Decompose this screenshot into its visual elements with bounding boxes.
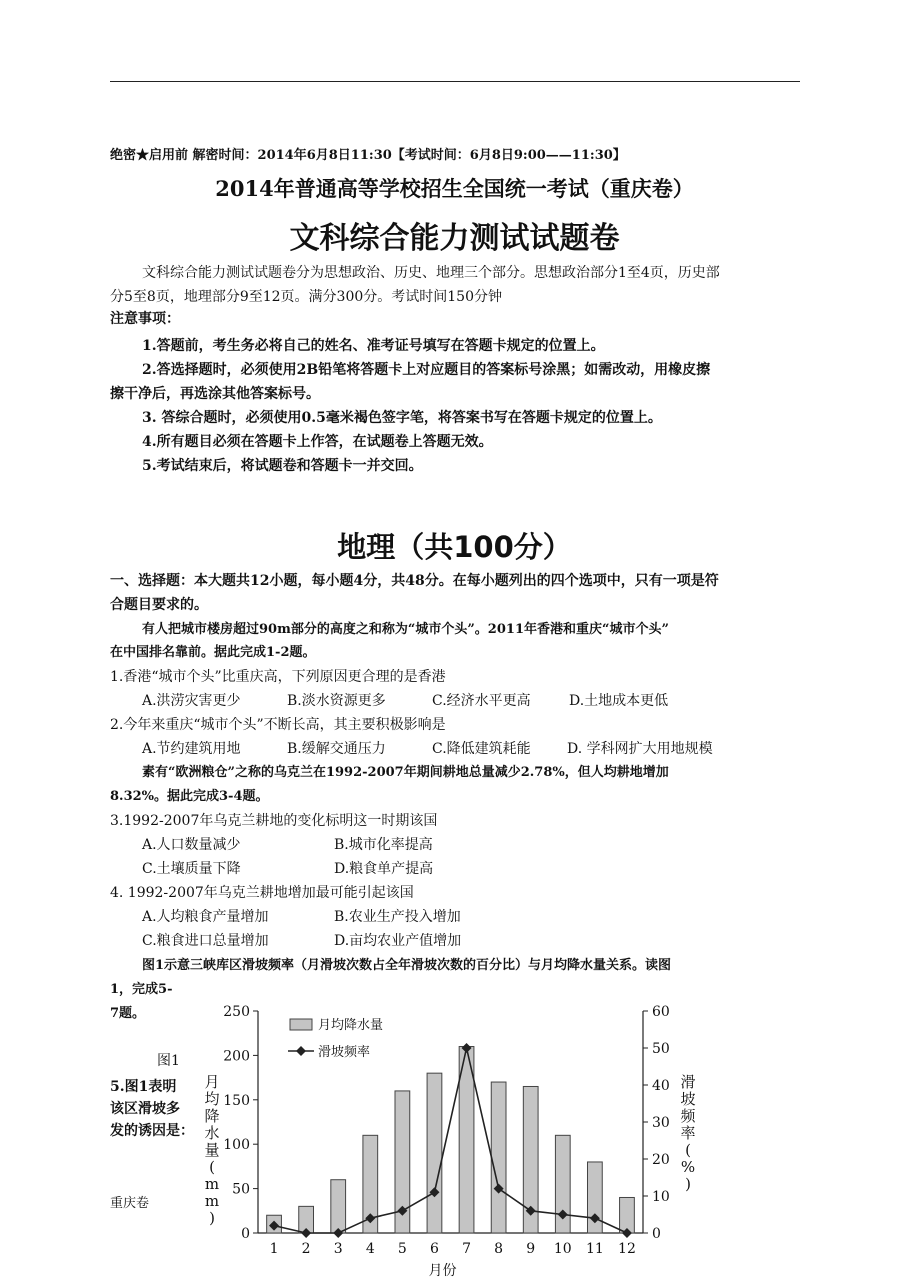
x-tick-label: 4 <box>365 1241 375 1257</box>
q5-line-1: 5.图1表明 <box>110 1079 177 1095</box>
q5-line-2: 该区滑坡多 <box>110 1101 180 1117</box>
left-axis-label-char: 量 <box>204 1141 220 1159</box>
right-tick-label: 0 <box>652 1226 661 1242</box>
passage3-line-2: 1，完成5- <box>110 982 173 997</box>
q2-stem: 2.今年来重庆“城市个头”不断长高，其主要积极影响是 <box>110 717 446 733</box>
right-axis-label-char: 率 <box>680 1124 696 1142</box>
left-axis-label-char: m <box>204 1175 220 1193</box>
left-tick-label: 150 <box>223 1092 250 1109</box>
left-tick-label: 0 <box>241 1226 250 1242</box>
legend-bar-label: 月均降水量 <box>318 1018 384 1033</box>
left-axis-label-char: 水 <box>204 1124 220 1142</box>
right-tick-label: 20 <box>652 1152 670 1168</box>
q5-stem <box>110 1076 194 1142</box>
q1-option-d: D.土地成本更低 <box>569 693 669 709</box>
x-tick-label: 8 <box>494 1241 504 1257</box>
q1-option-c: C.经济水平更高 <box>432 693 531 709</box>
right-tick-label: 60 <box>652 1004 670 1020</box>
precipitation-landslide-chart <box>190 995 710 1285</box>
q2-option-d: D. 学科网扩大用地规模 <box>567 741 713 757</box>
q1-option-a: A.洪涝灾害更少 <box>142 693 241 709</box>
section-desc-1: 一、选择题：本大题共12小题，每小题4分，共48分。在每小题列出的四个选项中，只有一项是符 <box>110 573 719 589</box>
passage2-line-2: 8.32%。据此完成3-4题。 <box>110 789 269 804</box>
q5-line-3: 发的诱因是： <box>110 1123 194 1139</box>
left-axis-label-char: 月 <box>204 1073 220 1091</box>
q2-option-a: A.节约建筑用地 <box>142 741 241 757</box>
passage1-line-2: 在中国排名靠前。据此完成1-2题。 <box>110 645 316 660</box>
right-axis-label-char: ) <box>685 1175 691 1193</box>
passage3-line-3: 7题。 <box>110 1006 146 1021</box>
x-tick-label: 10 <box>553 1241 572 1257</box>
left-tick-label: 50 <box>232 1181 250 1198</box>
left-tick-label: 200 <box>223 1048 250 1065</box>
left-axis-label-char: ( <box>209 1158 215 1176</box>
q4-options-row-2 <box>142 931 461 951</box>
left-axis-label-char: 均 <box>204 1090 220 1108</box>
q3-option-d: D.粮食单产提高 <box>334 861 434 877</box>
notice-4: 4.所有题目必须在答题卡上作答，在试题卷上答题无效。 <box>142 434 493 450</box>
landslide-frequency-line <box>274 1048 627 1233</box>
right-axis-label-char: % <box>680 1158 696 1176</box>
q1-option-b: B.淡水资源更多 <box>287 693 386 709</box>
x-axis-label: 月份 <box>428 1263 457 1279</box>
right-tick-label: 50 <box>652 1041 670 1057</box>
precipitation-bar <box>331 1180 346 1233</box>
notice-title: 注意事项： <box>110 311 180 327</box>
left-axis-label-char: 降 <box>204 1107 220 1125</box>
header-line: 绝密★启用前 解密时间：2014年6月8日11:30【考试时间：6月8日9:00——11:30】 <box>110 148 626 163</box>
passage2-line-1: 素有“欧洲粮仓”之称的乌克兰在1992-2007年期间耕地总量减少2.78%，但人均耕地增加 <box>142 765 669 780</box>
legend-bar-swatch <box>290 1019 312 1030</box>
x-tick-label: 1 <box>269 1241 279 1257</box>
q1-stem: 1.香港“城市个头”比重庆高，下列原因更合理的是香港 <box>110 669 446 685</box>
notice-2-cont: 擦干净后，再选涂其他答案标号。 <box>110 386 320 402</box>
legend-line-marker <box>296 1046 306 1056</box>
intro-line-2: 分5至8页，地理部分9至12页。满分300分。考试时间150分钟 <box>110 289 502 305</box>
figure-label: 图1 <box>157 1053 180 1069</box>
q2-option-c: C.降低建筑耗能 <box>432 741 531 757</box>
precipitation-bar <box>427 1073 442 1233</box>
legend-line-label: 滑坡频率 <box>318 1045 371 1060</box>
x-tick-label: 6 <box>429 1241 439 1257</box>
left-tick-label: 100 <box>223 1137 250 1154</box>
q4-option-c: C.粮食进口总量增加 <box>142 933 269 949</box>
q3-option-a: A.人口数量减少 <box>142 837 241 853</box>
passage1-line-1: 有人把城市楼房超过90m部分的高度之和称为“城市个头”。2011年香港和重庆“城市个头” <box>142 622 669 637</box>
left-tick-label: 250 <box>223 1004 250 1020</box>
intro-line-1: 文科综合能力测试试题卷分为思想政治、历史、地理三个部分。思想政治部分1至4页，历史部 <box>142 265 720 281</box>
right-axis-label-char: 频 <box>680 1107 696 1125</box>
q3-option-b: B.城市化率提高 <box>334 837 433 853</box>
x-tick-label: 12 <box>618 1241 636 1257</box>
x-tick-label: 5 <box>397 1241 407 1257</box>
right-axis-label-char: ( <box>685 1141 691 1159</box>
right-tick-label: 40 <box>652 1078 670 1094</box>
q1-options <box>142 691 668 711</box>
paper-title: 文科综合能力测试试题卷 <box>289 221 620 256</box>
precipitation-bar <box>491 1082 506 1233</box>
section-desc-2: 合题目要求的。 <box>110 597 208 613</box>
notice-2: 2.答选择题时，必须使用2B铅笔将答题卡上对应题目的答案标号涂黑；如需改动，用橡皮擦 <box>142 362 711 378</box>
q3-options-row-1 <box>142 835 433 855</box>
precipitation-bar <box>620 1197 635 1233</box>
right-axis-label-char: 滑 <box>680 1073 696 1091</box>
x-tick-label: 7 <box>462 1241 472 1257</box>
notice-5: 5.考试结束后，将试题卷和答题卡一并交回。 <box>142 458 423 474</box>
q2-option-b: B.缓解交通压力 <box>287 741 386 757</box>
q4-option-d: D.亩均农业产值增加 <box>334 933 462 949</box>
top-rule <box>110 81 800 82</box>
section-title: 地理（共100分） <box>337 530 572 564</box>
q4-option-b: B.农业生产投入增加 <box>334 909 461 925</box>
left-axis-label-char: ) <box>209 1209 215 1227</box>
passage3-line-1: 图1示意三峡库区滑坡频率（月滑坡次数占全年滑坡次数的百分比）与月均降水量关系。读图 <box>142 958 672 973</box>
footer-text: 重庆卷 <box>110 1196 150 1211</box>
exam-title: 2014年普通高等学校招生全国统一考试（重庆卷） <box>215 176 694 201</box>
q4-stem: 4. 1992-2007年乌克兰耕地增加最可能引起该国 <box>110 885 414 901</box>
notice-1: 1.答题前，考生务必将自己的姓名、准考证号填写在答题卡规定的位置上。 <box>142 338 605 354</box>
q2-options <box>142 739 713 759</box>
x-tick-label: 9 <box>526 1241 536 1257</box>
x-tick-label: 3 <box>333 1241 343 1257</box>
right-tick-label: 30 <box>652 1115 670 1131</box>
notice-3: 3. 答综合题时，必须使用0.5毫米褐色签字笔，将答案书写在答题卡规定的位置上。 <box>142 410 662 426</box>
left-axis-label-char: m <box>204 1192 220 1210</box>
q3-stem: 3.1992-2007年乌克兰耕地的变化标明这一时期该国 <box>110 813 438 829</box>
x-tick-label: 11 <box>585 1241 604 1257</box>
q4-option-a: A.人均粮食产量增加 <box>142 909 269 925</box>
q4-options-row-1 <box>142 907 461 927</box>
x-tick-label: 2 <box>301 1241 311 1257</box>
right-axis-label-char: 坡 <box>680 1090 696 1108</box>
right-tick-label: 10 <box>652 1189 670 1205</box>
q3-options-row-2 <box>142 859 433 879</box>
q3-option-c: C.土壤质量下降 <box>142 861 241 877</box>
